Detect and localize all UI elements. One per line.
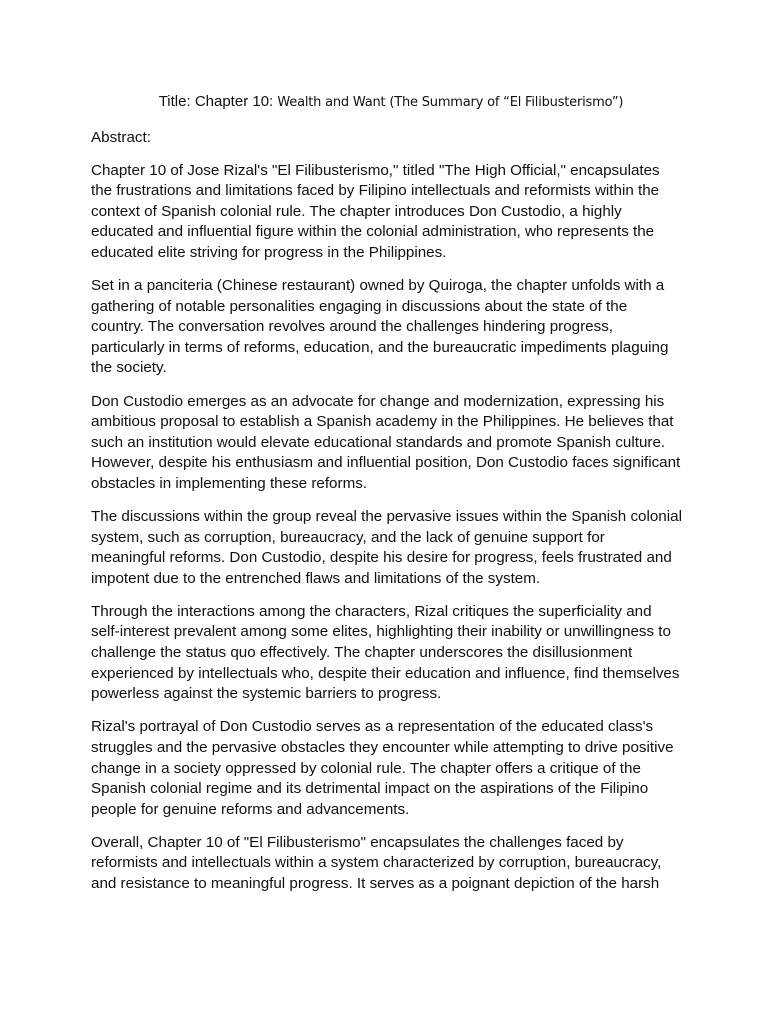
paragraph-line: gathering of notable personalities engaging in discussions about the state of the (91, 297, 628, 315)
paragraph-line: ambitious proposal to establish a Spanish academy in the Philippines. He believes that (91, 413, 674, 431)
paragraph-line: particularly in terms of reforms, education, and the bureaucratic impediments plaguing (91, 338, 669, 356)
paragraph-line: obstacles in implementing these reforms. (91, 474, 368, 492)
paragraph (91, 507, 691, 589)
title-prefix: Title: Chapter 10: (158, 93, 278, 110)
paragraph-line: Chapter 10 of Jose Rizal's "El Filibusterismo," titled "The High Official," encapsulates (91, 161, 660, 179)
paragraph-line: country. The conversation revolves around the challenges hindering progress, (91, 318, 614, 336)
paragraph-line: system, such as corruption, bureaucracy, and the lack of genuine support for (91, 528, 605, 546)
paragraph (91, 392, 691, 495)
paragraph-line: Set in a panciteria (Chinese restaurant) owned by Quiroga, the chapter unfolds with a (91, 277, 665, 295)
paragraph-line: The discussions within the group reveal the pervasive issues within the Spanish colonial (91, 508, 682, 525)
abstract-body (91, 161, 691, 895)
paragraph (91, 276, 691, 379)
paragraph (91, 717, 691, 820)
paragraph-line: and resistance to meaningful progress. It serves as a poignant depiction of the harsh (91, 875, 660, 892)
paragraph-line: context of Spanish colonial rule. The chapter introduces Don Custodio, a highly (91, 202, 622, 220)
paragraph-line: powerless against the systemic barriers to progress. (91, 685, 442, 703)
paragraph (91, 161, 691, 264)
title-tail: Wealth and Want (The Summary of “El Filibusterismo”) (277, 95, 624, 110)
abstract-label: Abstract: (91, 129, 151, 146)
document-title (91, 92, 691, 113)
paragraph-line: educated elite striving for progress in the Philippines. (91, 243, 447, 261)
paragraph-line: reformists and intellectuals within a system characterized by corruption, bureaucracy, (91, 854, 662, 872)
paragraph-line: impotent due to the entrenched flaws and limitations of the system. (91, 569, 541, 587)
paragraph-line: meaningful reforms. Don Custodio, despite his desire for progress, feels frustrated and (91, 549, 672, 567)
paragraph-line: Spanish colonial regime and its detrimental impact on the aspirations of the Filipino (91, 780, 649, 798)
paragraph-line: Rizal's portrayal of Don Custodio serves as a representation of the educated class's (91, 718, 654, 736)
paragraph-line: people for genuine reforms and advancements. (91, 800, 410, 818)
paragraph-line: the society. (91, 359, 167, 377)
paragraph-line: Don Custodio emerges as an advocate for change and modernization, expressing his (91, 392, 665, 410)
document-content (91, 92, 691, 907)
paragraph-line: experienced by intellectuals who, despite their education and influence, find themselves (91, 664, 680, 682)
paragraph-line: such an institution would elevate educational standards and promote Spanish culture. (91, 433, 666, 451)
paragraph-line: the frustrations and limitations faced by Filipino intellectuals and reformists within the (91, 182, 660, 200)
paragraph-line: However, despite his enthusiasm and influential position, Don Custodio faces significant (91, 454, 681, 472)
paragraph-line: self-interest prevalent among some elites, highlighting their inability or unwillingness to (91, 623, 671, 641)
paragraph (91, 833, 691, 895)
paragraph-line: struggles and the pervasive obstacles they encounter while attempting to drive positive (91, 738, 674, 756)
paragraph (91, 602, 691, 705)
paragraph-line: Overall, Chapter 10 of "El Filibusterismo" encapsulates the challenges faced by (91, 833, 624, 851)
paragraph-line: educated and influential figure within the colonial administration, who represents the (91, 223, 655, 241)
paragraph-line: challenge the status quo effectively. The chapter underscores the disillusionment (91, 644, 633, 662)
paragraph-line: change in a society oppressed by colonial rule. The chapter offers a critique of the (91, 759, 641, 777)
paragraph-line: Through the interactions among the characters, Rizal critiques the superficiality and (91, 602, 652, 620)
